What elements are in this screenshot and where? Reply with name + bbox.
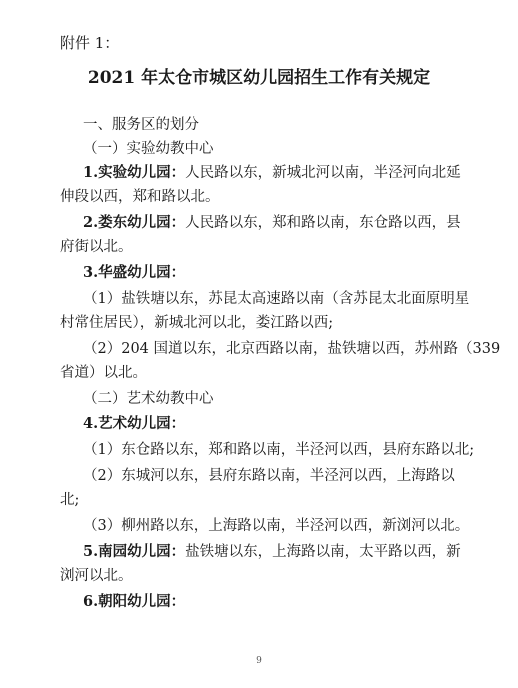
kindergarten-3-name: 3.华盛幼儿园： [83, 264, 186, 281]
kindergarten-2-text: 人民路以东，郑和路以南，东仓路以西，县 [185, 215, 461, 231]
kindergarten-6-name: 6.朝阳幼儿园： [83, 593, 186, 610]
kindergarten-3-area-1-line-1: （1）盐铁塘以东，苏昆太高速路以南（含苏昆太北面原明星 [83, 291, 470, 307]
kindergarten-5-line-1 [83, 542, 503, 562]
kindergarten-2-line-1 [83, 213, 503, 233]
kindergarten-1-line-2: 伸段以西，郑和路以北。 [60, 189, 220, 205]
kindergarten-2-name: 2.娄东幼儿园： [83, 214, 186, 231]
kindergarten-4-name: 4.艺术幼儿园： [83, 415, 186, 432]
kindergarten-4-area-1: （1）东仓路以东，郑和路以南，半泾河以西，县府东路以北; [83, 442, 475, 458]
kindergarten-3-area-2-line-2: 省道）以北。 [60, 365, 147, 381]
annex-label: 附件 1： [60, 34, 120, 52]
kindergarten-4-area-2-line-1: （2）东城河以东，县府东路以南，半泾河以西，上海路以 [83, 468, 455, 484]
section-heading: 一、服务区的划分 [83, 117, 199, 133]
center-heading-2: （二）艺术幼教中心 [83, 391, 214, 407]
kindergarten-1-name: 1.实验幼儿园： [83, 164, 186, 181]
kindergarten-5-line-2: 浏河以北。 [60, 568, 133, 584]
kindergarten-5-text: 盐铁塘以东，上海路以南，太平路以西，新 [185, 544, 461, 560]
kindergarten-1-line-1 [83, 163, 503, 183]
kindergarten-2-line-2: 府街以北。 [60, 239, 133, 255]
document-title: 2021 年太仓市城区幼儿园招生工作有关规定 [87, 68, 431, 88]
kindergarten-4-area-3: （3）柳州路以东，上海路以南，半泾河以西，新浏河以北。 [83, 518, 470, 534]
kindergarten-3-area-1-line-2: 村常住居民），新城北河以北，娄江路以西; [60, 315, 334, 331]
kindergarten-4-area-2-line-2: 北; [60, 492, 80, 508]
kindergarten-1-text: 人民路以东，新城北河以南，半泾河向北延 [185, 165, 461, 181]
center-heading-1: （一）实验幼教中心 [83, 141, 214, 157]
kindergarten-5-name: 5.南园幼儿园： [83, 543, 186, 560]
kindergarten-3-area-2-line-1: （2）204 国道以东，北京西路以南，盐铁塘以西，苏州路（339 [83, 341, 501, 357]
page-number: 9 [256, 656, 262, 666]
